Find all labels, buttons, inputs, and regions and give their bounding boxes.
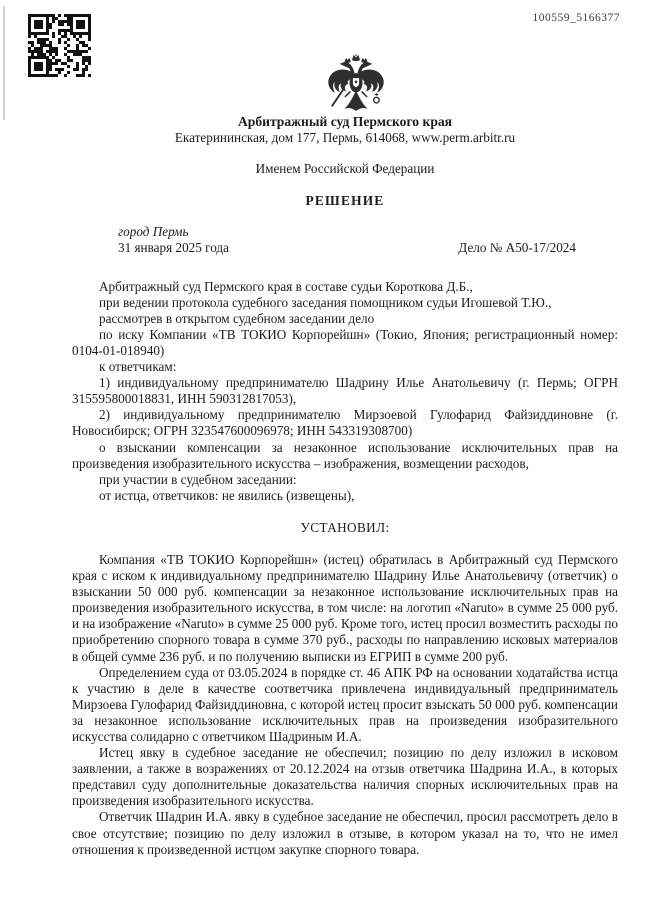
intro-paragraph: к ответчикам:: [99, 359, 177, 375]
case-number: Дело № А50-17/2024: [458, 240, 576, 256]
intro-paragraph: при ведении протокола судебного заседания помощником судьи Игошевой Т.Ю.,: [99, 294, 552, 310]
body-paragraph: Ответчик Шадрин И.А. явку в судебное заседание не обеспечил, просил рассмотреть дело в свое отсутствие; позицию по делу изложил в отзыве, в котором указал на то, что не имел отношения к произведенной истцом закупке спорного товара.: [72, 809, 618, 857]
court-name: Арбитражный суд Пермского края: [237, 114, 453, 129]
date-case-row: [72, 240, 618, 256]
body-paragraph: Определением суда от 03.05.2024 в порядке ст. 46 АПК РФ на основании ходатайства истца к участию в деле в качестве соответчика привлечена индивидуальный предприниматель Мирзоева Гулофарид Файзиддиновна, с которой истец просит взыскать 50 000 руб. компенсации за незаконное использование исключительных прав на произведения изобразительного искусства солидарно с ответчиком Шадриным И.А.: [72, 664, 618, 744]
document-body: [72, 114, 618, 858]
court-address: Екатерининская, дом 177, Пермь, 614068, www.perm.arbitr.ru: [174, 130, 516, 146]
russia-coat-of-arms-icon: [325, 53, 387, 115]
intro-paragraph: Арбитражный суд Пермского края в составе судьи Короткова Д.Б.,: [99, 278, 473, 294]
findings-paragraphs: [72, 552, 618, 858]
intro-paragraph: при участии в судебном заседании:: [99, 471, 297, 487]
decision-date: 31 января 2025 года: [118, 240, 229, 256]
intro-paragraph: от истца, ответчиков: не явились (извещены),: [99, 487, 355, 503]
body-paragraph: Истец явку в судебное заседание не обеспечил; позицию по делу изложил в исковом заявлении, а также в возражениях от 20.12.2024 на отзыв ответчика Шадрина И.А., в которых представил суду дополнительные доказательства наличия спорных исключительных прав на произведения изобразительного искусства.: [72, 745, 618, 809]
intro-paragraphs: [72, 279, 618, 504]
intro-paragraph: 2) индивидуальному предпринимателю Мирзоевой Гулофарид Файзиддиновне (г. Новосибирск; ОГРН 323547600096978; ИНН 543319308700): [72, 407, 618, 439]
intro-paragraph: рассмотрев в открытом судебном заседании дело: [99, 310, 375, 326]
intro-paragraph: по иску Компании «ТВ ТОКИО Корпорейшн» (Токио, Япония; регистрационный номер: 0104-01-018940): [72, 326, 618, 358]
body-paragraph: Компания «ТВ ТОКИО Корпорейшн» (истец) обратилась в Арбитражный суд Пермского края с иском к индивидуальному предпринимателю Шадрину Илье Анатольевичу (ответчик) о взыскании 50 000 руб. компенсации за незаконное использование исключительных прав на произведения изобразительного искусства, в том числе: на логотип «Naruto» в сумме 25 000 руб. и на изображение «Naruto» в сумме 25 000 руб. Кроме того, истец просил возместить расходы по приобретению спорного товара в сумме 370 руб., расходы по направлению исковых материалов в общей сумме 236 руб. и по получению выписки из ЕГРИП в сумме 200 руб.: [72, 551, 618, 664]
decision-title: РЕШЕНИЕ: [305, 193, 385, 209]
intro-paragraph: о взыскании компенсации за незаконное использование исключительных прав на произведения изобразительного искусства – изображения, возмещении расходов,: [72, 439, 618, 471]
document-number: 100559_5166377: [532, 12, 620, 24]
city-line: город Пермь: [118, 224, 189, 240]
in-the-name-line: Именем Российской Федерации: [255, 161, 435, 177]
section-heading-ustanovil: УСТАНОВИЛ:: [300, 519, 390, 535]
scan-artifact-line: [3, 6, 5, 120]
qr-code-icon: [28, 14, 91, 77]
intro-paragraph: 1) индивидуальному предпринимателю Шадрину Илье Анатольевичу (г. Пермь; ОГРН 315595800018831, ИНН 590312817053),: [72, 375, 618, 407]
